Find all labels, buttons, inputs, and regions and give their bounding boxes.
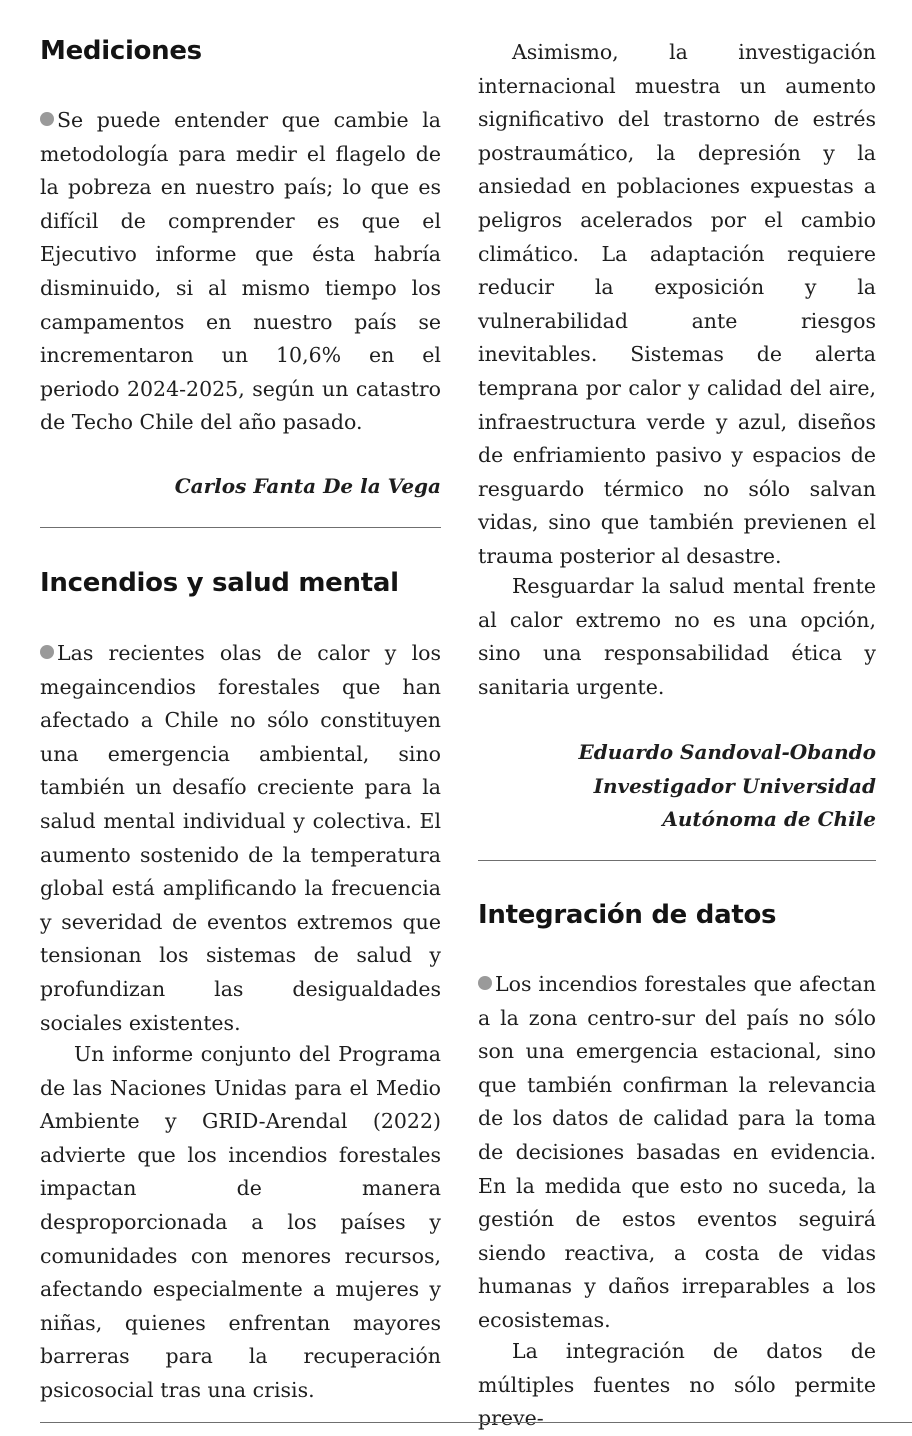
author-name: Eduardo Sandoval-Obando: [578, 740, 876, 764]
author-name: Carlos Fanta De la Vega: [174, 474, 441, 498]
headline-integracion: Integración de datos: [478, 900, 777, 930]
letter-incendios-paragraph: [40, 1038, 441, 1408]
headline-mediciones: Mediciones: [40, 36, 202, 66]
letter-incendios-continued-paragraph: [478, 36, 876, 574]
letter-integracion-text-1: Los incendios forestales que afectan a la zona centro-sur del país no sólo son una emergencia estacional, sino que también confirman la relevancia de los datos de calidad para la toma de decisiones basadas en evidencia. En la medida que esto no suceda, la gestión de estos eventos seguirá siendo reactiva, a costa de vidas humanas y daños irreparables a los ecosistemas.: [478, 972, 876, 1332]
signature-mediciones: [175, 470, 441, 504]
author-role: Investigador Universidad: [593, 773, 876, 798]
letter-integracion-paragraph: [478, 968, 876, 1338]
author-affiliation: Autónoma de Chile: [662, 807, 876, 832]
letter-mediciones-text: Se puede entender que cambie la metodología para medir el flagelo de la pobreza en nuestro país; lo que es difícil de comprender es que el Ejecutivo informe que ésta habría disminuido, si al mismo tiempo los campamentos en nuestro país se incrementaron un 10,6% en el periodo 2024-2025, según un catastro de Techo Chile del año pasado.: [40, 108, 441, 435]
letter-incendios-text-3: Asimismo, la investigación internacional muestra un aumento significativo del trastorno de estrés postraumático, la depresión y la ansiedad en poblaciones expuestas a peligros acelerados por el cambio climático. La adaptación requiere reducir la exposición y la vulnerabilidad ante riesgos inevitables. Sistemas de alerta temprana por calor y calidad del aire, infraestructura verde y azul, diseños de enfriamiento pasivo y espacios de resguardo térmico no sólo salvan vidas, sino que también previenen el trauma posterior al desastre.: [478, 40, 876, 568]
section-divider: [40, 527, 441, 528]
letter-incendios-continued-paragraph: [478, 570, 876, 704]
letter-mediciones-body: [40, 104, 441, 440]
letter-incendios-text-2: Un informe conjunto del Programa de las Naciones Unidas para el Medio Ambiente y GRID-Arendal (2022) advierte que los incendios forestales impactan de manera desproporcionada a los países y comunidades con menores recursos, afectando especialmente a mujeres y niñas, quienes enfrentan mayores barreras para la recuperación psicosocial tras una crisis.: [40, 1042, 441, 1402]
bullet-icon: [40, 645, 54, 659]
letter-incendios-text-1: Las recientes olas de calor y los megaincendios forestales que han afectado a Chile no sólo constituyen una emergencia ambiental, sino también un desafío creciente para la salud mental individual y colectiva. El aumento sostenido de la temperatura global está amplificando la frecuencia y severidad de eventos extremos que tensionan los sistemas de salud y profundizan las desigualdades sociales existentes.: [40, 641, 441, 1035]
letter-integracion-paragraph: [478, 1335, 876, 1436]
signature-incendios: [578, 736, 876, 837]
headline-incendios: Incendios y salud mental: [40, 568, 399, 598]
letter-integracion-text-2: La integración de datos de múltiples fuentes no sólo permite preve-: [478, 1339, 876, 1431]
page-bottom-rule: [40, 1422, 912, 1423]
bullet-icon: [478, 976, 492, 990]
bullet-icon: [40, 112, 54, 126]
section-divider: [478, 860, 876, 861]
letter-incendios-paragraph: [40, 637, 441, 1040]
letter-incendios-text-4: Resguardar la salud mental frente al calor extremo no es una opción, sino una responsabilidad ética y sanitaria urgente.: [478, 574, 876, 699]
